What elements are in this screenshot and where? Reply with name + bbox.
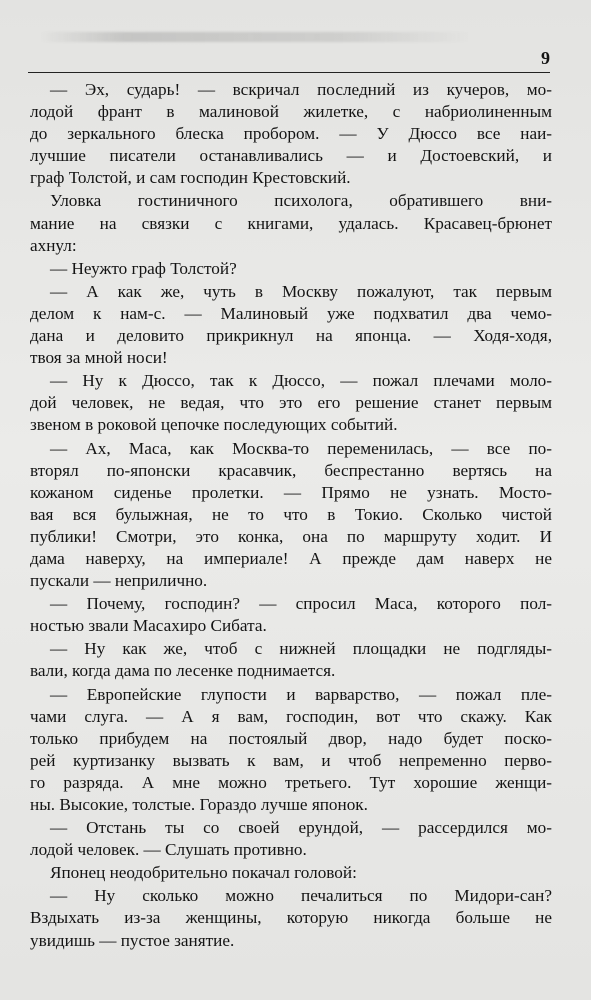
text-line: вая вся булыжная, не то что в Токио. Сколько чистой (30, 504, 552, 524)
text-line: публики! Смотри, это конка, она по маршруту ходит. И (30, 526, 552, 546)
text-line: — Ах, Маса, как Москва-то переменилась, — все по- (50, 438, 552, 458)
paragraph (30, 190, 552, 256)
text-line: граф Толстой, и сам господин Крестовский. (30, 168, 351, 188)
text-line: — Ну сколько можно печалиться по Мидори-сан? (50, 886, 552, 906)
page-number: 9 (541, 48, 550, 68)
text-line: — А как же, чуть в Москву пожалуют, так первым (50, 281, 552, 301)
paragraph (30, 438, 552, 593)
text-line: ностью звали Масахиро Сибата. (30, 616, 267, 636)
bleed-through-header (40, 32, 470, 42)
text-line: до зеркального блеска пробором. — У Дюссо все наи- (30, 124, 552, 144)
text-line: увидишь — пустое занятие. (30, 930, 235, 950)
text-line: пускали — неприлично. (30, 571, 208, 591)
text-line: кожаном сиденье пролетки. — Прямо не узнать. Мосто- (30, 482, 552, 502)
paragraph (30, 281, 552, 369)
paragraph (30, 79, 552, 189)
text-line: ахнул: (30, 235, 77, 255)
paragraph (30, 684, 552, 817)
text-line: дама наверху, на империале! А прежде дам наверх не (30, 548, 552, 568)
header-rule (28, 72, 550, 73)
text-line: только прибудем на постоялый двор, надо будет поско- (30, 728, 552, 748)
paragraph (30, 258, 552, 280)
text-line: лодой франт в малиновой жилетке, с набриолиненным (30, 102, 552, 122)
text-line: ны. Высокие, толстые. Гораздо лучше японок. (30, 795, 368, 814)
text-line: Японец неодобрительно покачал головой: (50, 863, 357, 883)
paragraph (30, 885, 552, 951)
text-line: твоя за мной носи! (30, 348, 168, 368)
page-header (30, 46, 550, 70)
text-line: лучшие писатели останавливались — и Достоевский, и (30, 146, 552, 166)
text-line: — Почему, господин? — спросил Маса, которого пол- (50, 594, 552, 614)
paragraph (30, 638, 552, 682)
text-line: дой человек, не ведая, что это его решение станет первым (30, 393, 552, 413)
text-line: дана и деловито прикрикнул на японца. — Ходя-ходя, (30, 326, 552, 346)
text-line: Вздыхать из-за женщины, которую никогда больше не (30, 908, 552, 928)
text-line: делом к нам-с. — Малиновый уже подхватил два чемо- (30, 303, 552, 323)
text-line: чами слуга. — А я вам, господин, вот что скажу. Как (30, 706, 552, 726)
text-line: — Отстань ты со своей ерундой, — рассердился мо- (50, 818, 552, 838)
text-line: — Неужто граф Толстой? (50, 258, 237, 278)
text-line: рей куртизанку вызвать к вам, и чтоб непременно перво- (30, 750, 552, 770)
paragraph (30, 862, 552, 884)
paragraph (30, 370, 552, 436)
text-line: вали, когда дама по лесенке поднимается. (30, 661, 336, 681)
text-line: Уловка гостиничного психолога, обратившего вни- (50, 191, 552, 211)
text-line: звеном в роковой цепочке последующих событий. (30, 415, 398, 435)
text-line: — Европейские глупости и варварство, — пожал пле- (50, 684, 552, 704)
text-line: го разряда. А мне можно третьего. Тут хорошие женщи- (30, 772, 552, 792)
paragraph (30, 817, 552, 861)
text-line: лодой человек. — Слушать противно. (30, 840, 307, 860)
text-line: вторял по-японски красавчик, беспрестанно вертясь на (30, 460, 552, 480)
paragraph (30, 593, 552, 637)
text-line: — Ну как же, чтоб с нижней площадки не подгляды- (50, 639, 552, 659)
text-line: — Ну к Дюссо, так к Дюссо, — пожал плечами моло- (50, 371, 552, 391)
text-line: — Эх, сударь! — вскричал последний из кучеров, мо- (50, 80, 552, 99)
text-line: мание на связки с книгами, удалась. Красавец-брюнет (30, 213, 552, 233)
body-text (30, 79, 552, 953)
